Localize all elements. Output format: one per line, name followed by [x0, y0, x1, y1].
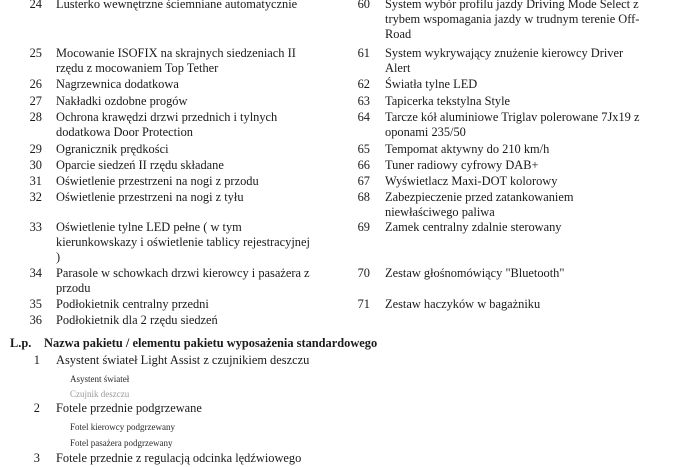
item-number: 67: [357, 174, 370, 188]
item-text: Podłokietnik dla 2 rzędu siedzeń: [56, 313, 218, 327]
item-text: Mocowanie ISOFIX na skrajnych siedzeniach II: [56, 46, 296, 60]
item-text: rzędu z mocowaniem Top Tether: [56, 61, 219, 75]
item-number: 61: [357, 46, 370, 60]
item-number: 71: [357, 297, 370, 311]
item-number: 66: [357, 158, 370, 172]
item-number: 34: [29, 266, 42, 280]
item-number: 62: [357, 77, 370, 91]
item-number: 68: [357, 190, 370, 204]
item-number: 70: [357, 266, 370, 280]
item-text: Ogranicznik prędkości: [56, 142, 169, 156]
item-number: 69: [357, 220, 370, 234]
item-text: Wyświetlacz Maxi-DOT kolorowy: [385, 174, 558, 188]
item-text: Road: [385, 27, 412, 41]
item-text: Oparcie siedzeń II rzędu składane: [56, 158, 224, 172]
item-number: 60: [357, 0, 370, 11]
package-number: 1: [33, 353, 40, 367]
item-number: 63: [357, 94, 370, 108]
item-text: Zestaw głośnomówiący "Bluetooth": [385, 266, 565, 280]
package-subitem: Fotel pasażera podgrzewany: [70, 438, 173, 448]
item-text: Zestaw haczyków w bagażniku: [385, 297, 541, 311]
package-name: Fotele przednie podgrzewane: [56, 401, 202, 415]
item-text: Parasole w schowkach drzwi kierowcy i pasażera z: [56, 266, 310, 280]
item-number: 36: [29, 313, 42, 327]
item-text: System wybór profilu jazdy Driving Mode Select z: [385, 0, 639, 11]
item-text: przodu: [56, 281, 91, 295]
item-number: 28: [29, 110, 42, 124]
item-number: 35: [29, 297, 42, 311]
item-text: Ochrona krawędzi drzwi przednich i tylnych: [56, 110, 278, 124]
item-text: Alert: [385, 61, 411, 75]
item-number: 27: [29, 94, 42, 108]
item-text: Oświetlenie tylne LED pełne ( w tym: [56, 220, 242, 234]
item-number: 64: [357, 110, 370, 124]
package-number: 2: [33, 401, 40, 415]
item-text: System wykrywający znużenie kierowcy Driver: [385, 46, 624, 60]
package-subitem: Fotel kierowcy podgrzewany: [70, 422, 175, 432]
item-number: 33: [29, 220, 42, 234]
item-text: Nakładki ozdobne progów: [56, 94, 188, 108]
section-heading: Nazwa pakietu / elementu pakietu wyposażenia standardowego: [44, 336, 378, 350]
item-text: niewłaściwego paliwa: [385, 205, 495, 219]
item-text: Zabezpieczenie przed zatankowaniem: [385, 190, 574, 204]
item-number: 65: [357, 142, 370, 156]
item-text: Oświetlenie przestrzeni na nogi z tyłu: [56, 190, 244, 204]
package-number: 3: [33, 451, 40, 465]
package-subitem: Czujnik deszczu: [70, 389, 130, 399]
item-number: 29: [29, 142, 42, 156]
item-number: 30: [29, 158, 42, 172]
item-number: 26: [29, 77, 42, 91]
column-header-lp: L.p.: [10, 336, 32, 350]
package-name: Fotele przednie z regulacją odcinka lędźwiowego: [56, 451, 302, 465]
item-text: dodatkowa Door Protection: [56, 125, 193, 139]
item-number: 32: [29, 190, 42, 204]
item-text: Lusterko wewnętrzne ściemniane automatycznie: [56, 0, 298, 11]
item-number: 24: [29, 0, 42, 11]
package-subitem: Asystent świateł: [70, 374, 130, 384]
item-text: Oświetlenie przestrzeni na nogi z przodu: [56, 174, 259, 188]
item-text: oponami 235/50: [385, 125, 466, 139]
item-text: Podłokietnik centralny przedni: [56, 297, 209, 311]
item-text: Tapicerka tekstylna Style: [385, 94, 511, 108]
item-number: 25: [29, 46, 42, 60]
package-name: Asystent świateł Light Assist z czujnikiem deszczu: [56, 353, 310, 367]
item-text: Zamek centralny zdalnie sterowany: [385, 220, 562, 234]
item-text: kierunkowskazy i oświetlenie tablicy rejestracyjnej: [56, 235, 310, 249]
item-text: trybem wspomagania jazdy w trudnym terenie Off-: [385, 12, 640, 26]
item-text: Tuner radiowy cyfrowy DAB+: [385, 158, 539, 172]
item-text: Tempomat aktywny do 210 km/h: [385, 142, 550, 156]
item-text: ): [56, 250, 61, 264]
item-text: Nagrzewnica dodatkowa: [56, 77, 179, 91]
item-text: Światła tylne LED: [385, 77, 478, 91]
item-number: 31: [29, 174, 42, 188]
item-text: Tarcze kół aluminiowe Triglav polerowane 7Jx19 z: [385, 110, 640, 124]
